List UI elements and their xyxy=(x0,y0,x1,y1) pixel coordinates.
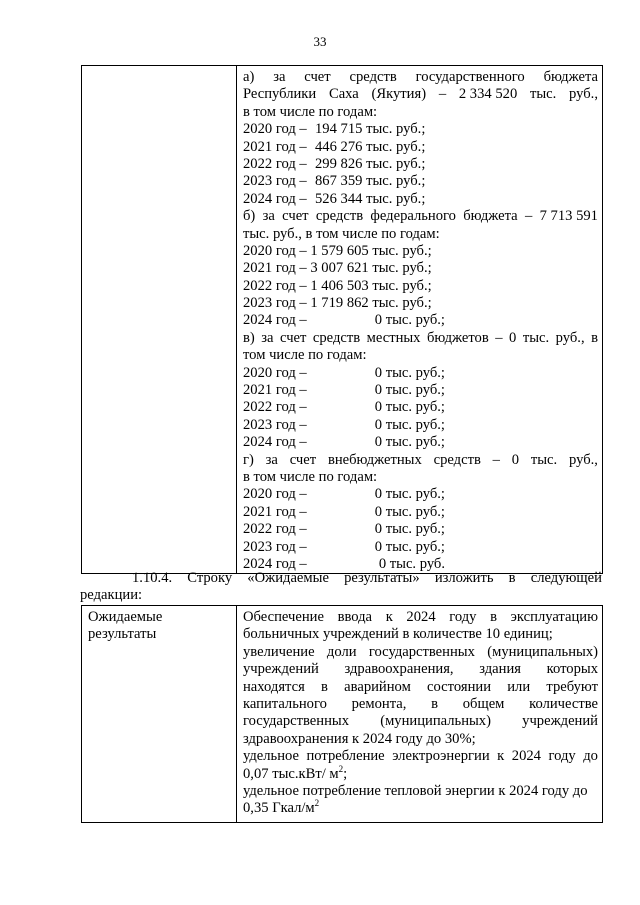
word: до xyxy=(583,748,598,765)
word: Обеспечение xyxy=(243,609,324,625)
word: внебюджетных xyxy=(327,451,422,468)
year-row xyxy=(243,539,598,556)
word: в xyxy=(508,570,516,586)
word: 1.10.4. xyxy=(132,570,173,586)
word: б) xyxy=(243,208,256,225)
state-line1 xyxy=(243,69,598,86)
word: государственного xyxy=(415,69,525,85)
word: 0 xyxy=(509,329,517,346)
elec-value-sup: 2 xyxy=(338,763,344,774)
word: результаты» xyxy=(344,570,420,586)
word: средств xyxy=(433,451,481,468)
word: году xyxy=(449,609,477,625)
word: счет xyxy=(304,69,331,85)
word: в xyxy=(431,695,439,712)
word: тыс. xyxy=(522,329,550,346)
federal-line2: тыс. руб., в том числе по годам: xyxy=(243,225,440,242)
word: увеличение xyxy=(243,643,315,660)
word: общем xyxy=(462,695,505,712)
state-years xyxy=(243,121,598,208)
year-label: 2020 год – xyxy=(243,121,307,138)
year-label: 2024 год – xyxy=(243,434,307,451)
word: за xyxy=(261,329,274,346)
year-row xyxy=(243,365,598,382)
word: местных xyxy=(366,329,421,346)
year-row xyxy=(243,382,598,399)
word: учреждений xyxy=(522,713,598,730)
year-label: 2021 год – xyxy=(243,503,307,520)
results-line xyxy=(243,696,598,713)
word: (Якутия) xyxy=(371,86,427,103)
year-row xyxy=(243,121,598,138)
year-row xyxy=(243,139,598,156)
word: – xyxy=(495,329,503,346)
year-row xyxy=(243,191,598,208)
word: к xyxy=(385,609,393,625)
year-row xyxy=(243,278,598,295)
word: следующей xyxy=(530,570,602,586)
year-value: 0 тыс. руб.; xyxy=(374,399,445,416)
year-value: 0 тыс. руб.; xyxy=(374,521,445,538)
year-row xyxy=(243,295,598,312)
word: «Ожидаемые xyxy=(247,570,329,586)
funding-table xyxy=(81,65,603,574)
word: Республики xyxy=(243,86,317,103)
local-line2: том числе по годам: xyxy=(243,347,367,364)
year-row xyxy=(243,399,598,416)
state-budget-block xyxy=(243,69,598,208)
word: количестве xyxy=(529,695,598,712)
elec-value-text: 0,07 тыс.кВт/ м xyxy=(243,765,339,782)
federal-year-row-2024 xyxy=(243,312,598,329)
word: а) xyxy=(243,69,255,85)
amendment-line1 xyxy=(90,570,602,587)
year-row xyxy=(243,243,598,260)
results-content-cell xyxy=(237,606,603,823)
heat-value-text: 0,35 Гкал/м xyxy=(243,800,315,817)
year-label: 2021 год – xyxy=(243,138,307,155)
word: 7 713 591 xyxy=(539,208,598,225)
word: средств xyxy=(349,69,397,85)
word: средств xyxy=(315,208,364,225)
word: 0 xyxy=(511,451,520,468)
word: руб., xyxy=(569,451,598,468)
word: учреждений xyxy=(243,661,319,678)
results-elec-value: 0,07 тыс.кВт/ $м^2$; xyxy=(243,763,348,782)
year-value: 0 тыс. руб.; xyxy=(374,382,445,399)
local-line1 xyxy=(243,330,598,347)
word: счет xyxy=(289,451,317,468)
year-value: 0 тыс. руб.; xyxy=(374,364,445,381)
year-value: 0 тыс. руб.; xyxy=(374,312,445,329)
word: удельное xyxy=(243,748,299,765)
state-line2 xyxy=(243,86,598,103)
funding-label-cell xyxy=(82,66,237,574)
word: (муниципальных) xyxy=(487,643,598,660)
year-value: 0 тыс. руб.; xyxy=(374,486,445,503)
results-line xyxy=(243,748,598,765)
extrabudget-line2: в том числе по годам: xyxy=(243,468,378,485)
local-years xyxy=(243,365,598,452)
year-label: 2024 год – xyxy=(243,312,307,329)
word: федерального xyxy=(370,208,456,225)
word: в) xyxy=(243,329,255,346)
federal-years xyxy=(243,243,598,313)
word: изложить xyxy=(434,570,494,586)
amendment-paragraph xyxy=(80,570,602,605)
local-budget-block xyxy=(243,330,598,452)
year-row xyxy=(243,417,598,434)
year-label: 2022 год – xyxy=(243,155,307,172)
word: 2024 xyxy=(406,609,436,625)
year-value: 867 359 тыс. руб.; xyxy=(315,173,426,190)
extrabudget-line1 xyxy=(243,452,598,469)
word: тыс. xyxy=(530,451,558,468)
word: в xyxy=(321,678,328,695)
results-line: больничных учреждений в количестве 10 единиц; xyxy=(243,626,553,643)
year-label: 2020 год – xyxy=(243,364,307,381)
year-row xyxy=(243,504,598,521)
word: к xyxy=(497,748,505,765)
word: году xyxy=(548,748,576,765)
word: руб., xyxy=(569,86,598,103)
word: состоянии xyxy=(427,678,492,695)
word: доли xyxy=(326,643,357,660)
word: 2024 xyxy=(511,748,541,765)
year-row xyxy=(243,260,598,277)
word: электроэнергии xyxy=(392,748,490,765)
word: здравоохранения, xyxy=(344,661,454,678)
year-value: 0 тыс. руб.; xyxy=(374,434,445,451)
amendment-line2: редакции: xyxy=(80,587,143,604)
word: капитального xyxy=(243,695,327,712)
results-line xyxy=(243,644,598,661)
year-label: 2023 год – xyxy=(243,538,307,555)
page-number: 33 xyxy=(313,34,327,49)
year-label: 2024 год – xyxy=(243,555,307,572)
word: – xyxy=(492,451,500,468)
results-line xyxy=(243,713,598,730)
word: руб., xyxy=(555,329,585,346)
word: за xyxy=(273,69,286,85)
word: бюджетов xyxy=(426,329,489,346)
year-value: 0 тыс. руб.; xyxy=(374,503,445,520)
word: средств xyxy=(312,329,361,346)
word: в xyxy=(591,329,598,346)
results-heat-line: удельное потребление тепловой энергии к 2024 году до xyxy=(243,782,588,799)
word: государственных xyxy=(243,713,350,730)
word: ввода xyxy=(337,609,373,625)
word: государственных xyxy=(368,643,475,660)
year-value: 446 276 тыс. руб.; xyxy=(315,138,426,155)
year-row xyxy=(243,521,598,538)
word: Саха xyxy=(328,86,359,103)
heat-value-sup: 2 xyxy=(314,798,320,809)
word: г) xyxy=(243,451,254,468)
word: аварийном xyxy=(344,678,411,695)
word: или xyxy=(507,678,531,695)
results-label-cell xyxy=(82,606,237,823)
results-line xyxy=(243,609,598,626)
results-label-line1: Ожидаемые xyxy=(88,609,163,625)
year-label: 2023 год – xyxy=(243,416,307,433)
results-lines xyxy=(243,609,598,766)
word: ремонта, xyxy=(351,695,407,712)
word: – xyxy=(524,208,533,225)
year-label: 2022 год – xyxy=(243,521,307,538)
year-label: 2020 год – 1 579 605 тыс. руб.; xyxy=(243,242,432,259)
word: эксплуатацию xyxy=(510,609,598,625)
year-row xyxy=(243,173,598,190)
year-value: 0 тыс. руб.; xyxy=(374,416,445,433)
word: Строку xyxy=(187,570,233,586)
results-label-line2: результаты xyxy=(88,626,157,643)
year-value: 0 тыс. руб. xyxy=(378,555,445,572)
year-label: 2023 год – 1 719 862 тыс. руб.; xyxy=(243,295,432,312)
year-row xyxy=(243,434,598,451)
year-value: 0 тыс. руб.; xyxy=(374,538,445,555)
word: бюджета xyxy=(463,208,518,225)
word: (муниципальных) xyxy=(380,713,491,730)
extrabudget-block xyxy=(243,452,598,574)
year-label: 2021 год – 3 007 621 тыс. руб.; xyxy=(243,260,432,277)
year-label: 2022 год – xyxy=(243,399,307,416)
funding-content-cell xyxy=(237,66,603,574)
results-line xyxy=(243,661,598,678)
word: которых xyxy=(546,661,598,678)
word: за xyxy=(262,208,275,225)
state-line3: в том числе по годам: xyxy=(243,103,378,120)
year-label: 2020 год – xyxy=(243,486,307,503)
results-heat-value xyxy=(243,800,598,817)
word: – xyxy=(438,86,447,103)
results-line: здравоохранения к 2024 году до 30%; xyxy=(243,730,476,747)
year-label: 2024 год – xyxy=(243,190,307,207)
word: счет xyxy=(282,208,309,225)
federal-line1 xyxy=(243,208,598,225)
word: 2 334 520 xyxy=(458,86,518,103)
word: здания xyxy=(479,661,521,678)
year-row xyxy=(243,486,598,503)
year-label: 2021 год – xyxy=(243,382,307,399)
extrabudget-years xyxy=(243,486,598,573)
word: в xyxy=(490,609,498,625)
word: требуют xyxy=(546,678,598,695)
results-table xyxy=(81,605,603,823)
year-value: 526 344 тыс. руб.; xyxy=(315,190,426,207)
year-label: 2022 год – 1 406 503 тыс. руб.; xyxy=(243,277,432,294)
year-label: 2023 год – xyxy=(243,173,307,190)
word: бюджета xyxy=(543,69,598,85)
word: потребление xyxy=(306,748,385,765)
word: за xyxy=(265,451,278,468)
word: тыс. xyxy=(529,86,557,103)
word: счет xyxy=(280,329,307,346)
year-value: 194 715 тыс. руб.; xyxy=(315,121,426,138)
federal-budget-block xyxy=(243,208,598,330)
results-line xyxy=(243,679,598,696)
year-row xyxy=(243,156,598,173)
word: находятся xyxy=(243,678,305,695)
year-value: 299 826 тыс. руб.; xyxy=(315,155,426,172)
